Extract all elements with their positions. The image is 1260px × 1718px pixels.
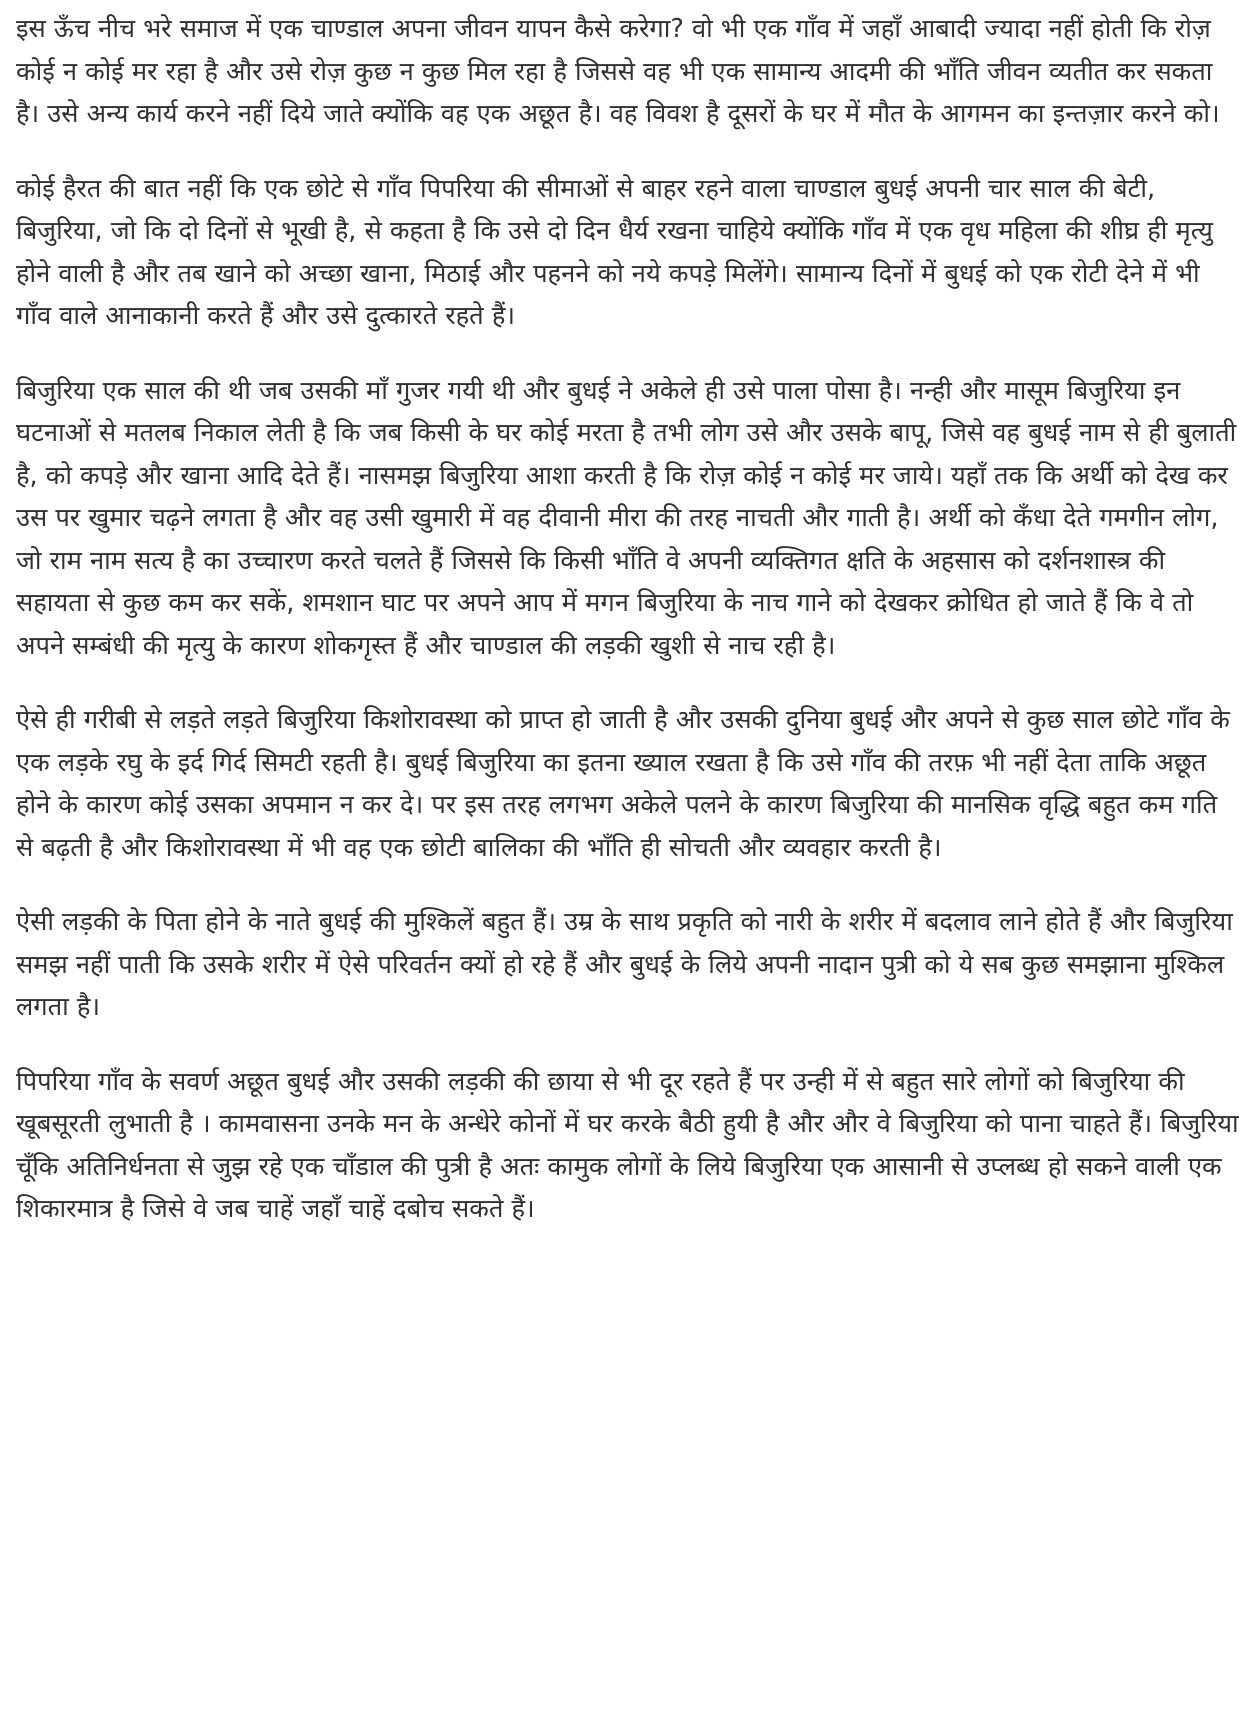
paragraph-2: कोई हैरत की बात नहीं कि एक छोटे से गाँव पिपरिया की सीमाओं से बाहर रहने वाला चाण्डाल बुधई अपनी चार साल की बेटी, बिजुरिया, जो कि दो दिनों से भूखी है, से कहता है कि उसे दो दिन धैर्य रखना चाहिये क्योंकि गाँव में एक वृध महिला की शीघ्र ही मृत्यु होने वाली है और तब खाने को अच्छा खाना, मिठाई और पहनने को नये कपड़े मिलेंगे। सामान्य दिनों में बुधई को एक रोटी देने में भी गाँव वाले आनाकानी करते हैं और उसे दुत्कारते रहते हैं। [16, 173, 1213, 331]
paragraph-4: ऐसे ही गरीबी से लड़ते लड़ते बिजुरिया किशोरावस्था को प्राप्त हो जाती है और उसकी दुनिया बुधई और अपने से कुछ साल छोटे गाँव के एक लड़के रघु के इर्द गिर्द सिमटी रहती है। बुधई बिजुरिया का इतना ख्याल रखता है कि उसे गाँव की तरफ़ भी नहीं देता ताकि अछूत होने के कारण कोई उसका अपमान न कर दे। पर इस तरह लगभग अकेले पलने के कारण बिजुरिया की मानसिक वृद्धि बहुत कम गति से बढ़ती है और किशोरावस्था में भी वह एक छोटी बालिका की भाँति ही सोचती और व्यवहार करती है। [16, 705, 1230, 863]
paragraph-3: बिजुरिया एक साल की थी जब उसकी माँ गुजर गयी थी और बुधई ने अकेले ही उसे पाला पोसा है। नन्ही और मासूम बिजुरिया इन घटनाओं से मतलब निकाल लेती है कि जब किसी के घर कोई मरता है तभी लोग उसे और उसके बापू, जिसे वह बुधई नाम से ही बुलाती है, को कपड़े और खाना आदि देते हैं। नासमझ बिजुरिया आशा करती है कि रोज़ कोई न कोई मर जाये। यहाँ तक कि अर्थी को देख कर उस पर खुमार चढ़ने लगता है और वह उसी खुमारी में वह दीवानी मीरा की तरह नाचती और गाती है। अर्थी को कँधा देते गमगीन लोग, जो राम नाम सत्य है का उच्चारण करते चलते हैं जिससे कि किसी भाँति वे अपनी व्यक्तिगत क्षति के अहसास को दर्शनशास्त्र की सहायता से कुछ कम कर सकें, शमशान घाट पर अपने आप में मगन बिजुरिया के नाच गाने को देखकर क्रोधित हो जाते हैं कि वे तो अपने सम्बंधी की मृत्यु के कारण शोकगृस्त हैं और चाण्डाल की लड़की खुशी से नाच रही है। [16, 375, 1237, 661]
paragraph-5: ऐसी लड़की के पिता होने के नाते बुधई की मुश्किलें बहुत हैं। उम्र के साथ प्रकृति को नारी के शरीर में बदलाव लाने होते हैं और बिजुरिया समझ नहीं पाती कि उसके शरीर में ऐसे परिवर्तन क्यों हो रहे हैं और बुधई के लिये अपनी नादान पुत्री को ये सब कुछ समझाना मुश्किल लगता है। [16, 907, 1233, 1022]
article-body [16, 8, 1241, 1263]
paragraph-1: इस ऊँच नीच भरे समाज में एक चाण्डाल अपना जीवन यापन कैसे करेगा? वो भी एक गाँव में जहाँ आबादी ज्यादा नहीं होती कि रोज़ कोई न कोई मर रहा है और उसे रोज़ कुछ न कुछ मिल रहा है जिससे वह भी एक सामान्य आदमी की भाँति जीवन व्यतीत कर सकता है। उसे अन्य कार्य करने नहीं दिये जाते क्योंकि वह एक अछूत है। वह विवश है दूसरों के घर में मौत के आगमन का इन्तज़ार करने को। [16, 14, 1220, 129]
paragraph-6: पिपरिया गाँव के सवर्ण अछूत बुधई और उसकी लड़की की छाया से भी दूर रहते हैं पर उन्ही में से बहुत सारे लोगों को बिजुरिया की खूबसूरती लुभाती है । कामवासना उनके मन के अन्धेरे कोनों में घर करके बैठी हुयी है और और वे बिजुरिया को पाना चाहते हैं। बिजुरिया चूँकि अतिनिर्धनता से जुझ रहे एक चाँडाल की पुत्री है अतः कामुक लोगों के लिये बिजुरिया एक आसानी से उप्लब्ध हो सकने वाली एक शिकारमात्र है जिसे वे जब चाहें जहाँ चाहें दबोच सकते हैं। [16, 1066, 1239, 1224]
